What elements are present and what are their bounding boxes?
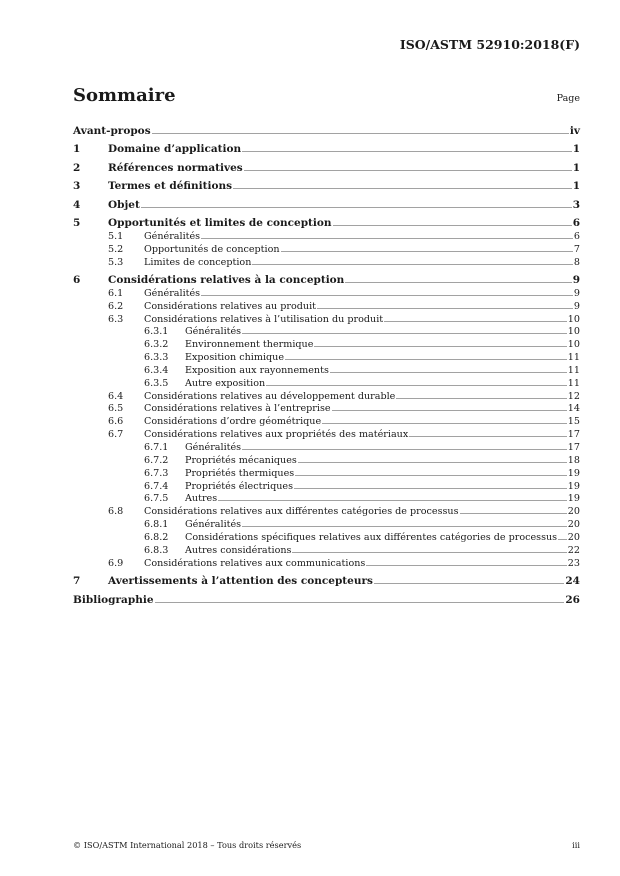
toc-entry-page: 12 [567,390,580,402]
toc-entry-number: 6.7 [108,429,124,441]
toc-entry-page: 20 [567,519,580,531]
toc-entry-label: Considérations relatives au développement durable [144,390,396,402]
toc-entry[interactable] [73,402,580,415]
toc-entry-page: 1 [572,180,580,192]
dot-leader [233,188,572,189]
toc-entry[interactable] [73,504,580,517]
toc-entry-page: 11 [567,352,580,364]
toc-entry-page: 8 [573,256,580,268]
toc-entry[interactable] [73,543,580,556]
dot-leader [409,436,567,437]
toc-entry-label: Références normatives [108,161,243,174]
toc-entry[interactable] [73,174,580,193]
toc-entry-number: 3 [73,180,81,192]
toc-entry[interactable] [73,286,580,299]
toc-entry-label: Généralités [144,287,201,299]
toc-entry-page: 14 [567,403,580,415]
toc-entry-number: 6.2 [108,300,124,312]
dot-leader [281,251,573,252]
dot-leader [298,462,567,463]
toc-entry[interactable] [73,211,580,230]
toc-entry-number: 5 [73,217,81,229]
toc-entry-number: 6.3.4 [144,364,169,376]
toc-entry[interactable] [73,312,580,325]
toc-entry-number: 5.2 [108,243,124,255]
toc-entry-label: Environnement thermique [185,339,314,351]
dot-leader [244,170,572,171]
toc-entry-label: Considérations relatives à l’entreprise [144,403,331,415]
dot-leader [374,583,564,584]
toc-entry-label: Propriétés mécaniques [185,454,297,466]
toc-entry-page: 9 [573,300,580,312]
dot-leader [201,295,573,296]
toc-entry[interactable] [73,569,580,588]
toc-entry-label: Opportunités de conception [144,243,280,255]
dot-leader [294,488,567,489]
toc-entry-page: 11 [567,364,580,376]
toc-entry-number: 6.8.3 [144,544,169,556]
toc-entry-page: 19 [567,467,580,479]
toc-entry-number: 6.7.3 [144,467,169,479]
toc-entry-number: 6.8.2 [144,531,169,543]
toc-entry[interactable] [73,325,580,338]
dot-leader [332,410,567,411]
toc-entry[interactable] [73,229,580,242]
toc-entry-number: 6.1 [108,287,124,299]
toc-entry-label: Propriétés électriques [185,480,294,492]
toc-entry-number: 6.3.1 [144,326,169,338]
toc-entry[interactable] [73,337,580,350]
toc-entry-label: Propriétés thermiques [185,467,295,479]
toc-entry-page: 7 [573,243,580,255]
toc-entry-number: 6 [73,274,81,287]
toc-entry-label: Considérations d’ordre géométrique [144,416,322,428]
toc-entry-label: Autre exposition [185,377,266,389]
toc-entry-number: 6.7.1 [144,442,169,453]
dot-leader [155,602,565,603]
toc-entry-page: 17 [567,442,580,453]
toc-entry[interactable] [73,453,580,466]
toc-entry[interactable] [73,118,580,137]
toc-entry-label: Généralités [144,230,201,242]
toc-entry-page: 3 [572,198,580,211]
toc-entry-page: 20 [567,506,580,518]
document-id: ISO/ASTM 52910:2018(F) [399,37,580,52]
toc-entry-number: 6.8 [108,506,124,518]
toc-entry-number: 6.7.4 [144,480,169,492]
dot-leader [292,552,566,553]
toc-entry[interactable] [73,492,580,505]
footer-copyright: © ISO/ASTM International 2018 – Tous droits réservés [73,840,302,850]
toc-entry-number: 2 [73,161,81,174]
toc-entry[interactable] [73,414,580,427]
dot-leader [314,346,566,347]
toc-entry[interactable] [73,242,580,255]
toc-entry-label: Domaine d’application [108,143,242,155]
toc-entry-page: 18 [567,454,580,466]
toc-entry-number: 4 [73,198,81,211]
dot-leader [558,539,567,540]
dot-leader [366,565,566,566]
toc-entry-number: 1 [73,143,81,155]
toc-entry-label: Autres considérations [185,544,292,556]
toc-entry-label: Bibliographie [73,593,154,606]
toc-entry[interactable] [73,137,580,156]
toc-entry-number: 6.3.2 [144,339,169,351]
toc-entry-label: Considérations relatives au produit [144,300,317,312]
toc-entry[interactable] [73,389,580,402]
dot-leader [201,238,573,239]
toc-entry[interactable] [73,192,580,211]
toc-entry-page: 19 [567,480,580,492]
dot-leader [322,423,567,424]
dot-leader [345,282,571,283]
dot-leader [242,449,567,450]
toc-entry-label: Avant-propos [73,124,151,137]
toc-entry[interactable] [73,350,580,363]
dot-leader [384,321,567,322]
toc-entry-label: Opportunités et limites de conception [108,217,332,229]
toc-entry-page: 17 [567,429,580,441]
toc-entry-label: Exposition aux rayonnements [185,364,329,376]
toc-entry-label: Considérations relatives aux différentes catégories de processus [144,506,459,518]
dot-leader [317,308,573,309]
toc-entry[interactable] [73,268,580,287]
toc-entry-label: Considérations relatives aux propriétés des matériaux [144,429,409,441]
dot-leader [330,372,567,373]
toc-entry-number: 6.7.5 [144,493,169,505]
toc-entry-number: 5.3 [108,256,124,268]
toc-entry-label: Considérations relatives à la conception [108,274,345,287]
dot-leader [285,359,567,360]
toc-entry-label: Généralités [185,519,242,531]
toc-entry-label: Considérations spécifiques relatives aux différentes catégories de processus [185,531,558,543]
page-title: Sommaire [73,85,176,106]
dot-leader [252,264,573,265]
toc-entry[interactable] [73,466,580,479]
dot-leader [242,526,567,527]
toc-entry-label: Considérations relatives à l’utilisation du produit [144,313,384,325]
toc-entry[interactable] [73,155,580,174]
toc-entry[interactable] [73,363,580,376]
toc-entry[interactable] [73,517,580,530]
dot-leader [266,385,567,386]
toc-entry[interactable] [73,587,580,606]
toc-entry-page: 1 [572,161,580,174]
toc-entry-page: iv [569,124,580,137]
toc-entry-page: 9 [572,274,580,287]
toc-entry-label: Autres [185,493,218,505]
toc-entry-number: 6.6 [108,416,124,428]
toc-entry-page: 23 [567,557,580,569]
toc-entry-page: 19 [567,493,580,505]
toc-entry[interactable] [73,299,580,312]
dot-leader [242,151,572,152]
toc-entry-page: 6 [573,230,580,242]
dot-leader [218,500,567,501]
toc-entry-label: Exposition chimique [185,352,285,364]
dot-leader [242,333,567,334]
toc-entry-page: 15 [567,416,580,428]
toc-entry-page: 6 [572,217,580,229]
toc-entry-number: 6.8.1 [144,519,169,531]
toc-entry-number: 6.3.3 [144,352,169,364]
toc-entry-label: Limites de conception [144,256,252,268]
dot-leader [460,513,567,514]
footer-page-number: iii [572,840,580,850]
page-column-label: Page [556,93,580,104]
toc-entry[interactable] [73,255,580,268]
toc-entry-page: 9 [573,287,580,299]
toc-entry-page: 20 [567,531,580,543]
toc-entry-label: Généralités [185,326,242,338]
toc-entry-page: 10 [567,326,580,338]
dot-leader [333,225,572,226]
toc-entry-number: 6.5 [108,403,124,415]
dot-leader [152,133,569,134]
toc-entry-page: 10 [567,313,580,325]
toc-entry-page: 1 [572,143,580,155]
toc-entry-number: 6.3 [108,313,124,325]
toc-entry-number: 6.7.2 [144,454,169,466]
toc-entry-page: 24 [565,575,580,588]
toc-entry[interactable] [73,376,580,389]
toc-entry-label: Termes et définitions [108,180,233,192]
toc-entry[interactable] [73,440,580,453]
toc-entry-page: 10 [567,339,580,351]
dot-leader [141,207,572,208]
toc-entry[interactable] [73,427,580,440]
toc-entry-number: 6.9 [108,557,124,569]
toc-entry-label: Généralités [185,442,242,453]
toc-entry-number: 6.3.5 [144,377,169,389]
toc-entry-page: 11 [567,377,580,389]
toc-entry-number: 7 [73,575,81,588]
toc-entry-label: Avertissements à l’attention des concepteurs [108,575,373,588]
table-of-contents [73,118,580,606]
toc-entry[interactable] [73,479,580,492]
toc-entry-number: 6.4 [108,390,124,402]
toc-entry[interactable] [73,556,580,569]
dot-leader [396,398,566,399]
dot-leader [295,475,567,476]
toc-entry[interactable] [73,530,580,543]
toc-entry-number: 5.1 [108,230,124,242]
toc-entry-label: Considérations relatives aux communications [144,557,366,569]
toc-entry-label: Objet [108,198,140,211]
toc-entry-page: 26 [565,593,580,606]
toc-entry-page: 22 [567,544,580,556]
